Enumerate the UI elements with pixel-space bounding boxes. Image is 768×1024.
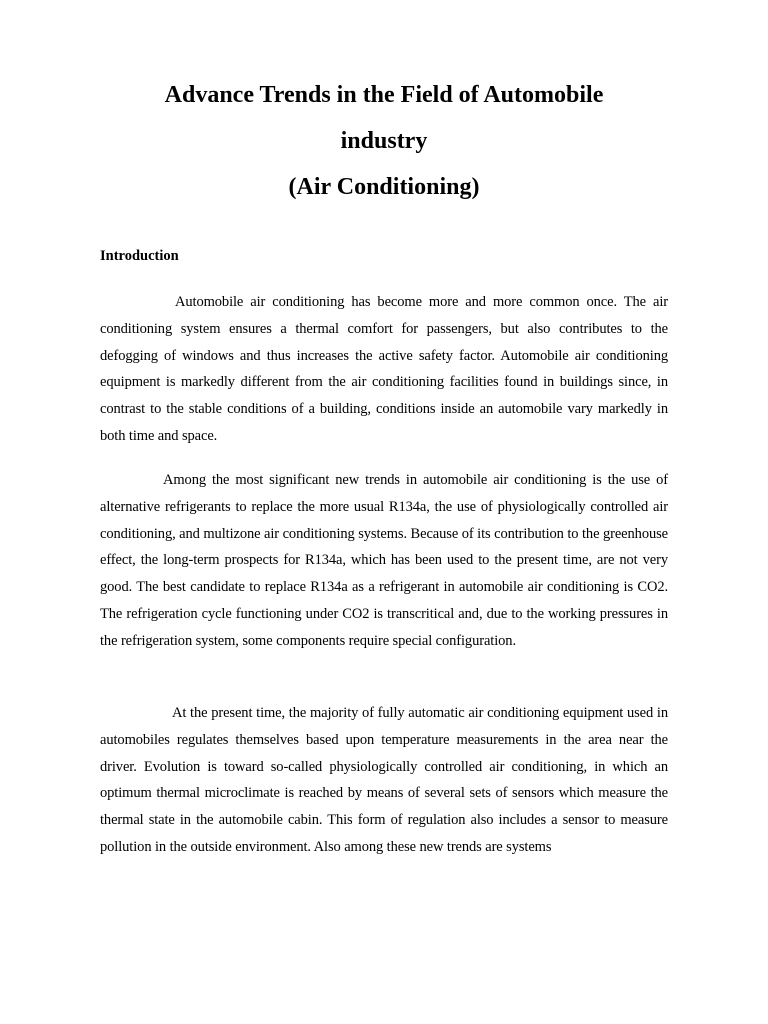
introduction-paragraph-2: Among the most significant new trends in automobile air conditioning is the use of alternative refrigerants to replace the more usual R134a, the use of physiologically controlled air conditioning, and multizone air conditioning systems. Because of its contribution to the greenhouse effect, the long-term prospects for R134a, which has been used to the present time, are not very good. The best candidate to replace R134a as a refrigerant in automobile air conditioning is CO2. The refrigeration cycle functioning under CO2 is transcritical and, due to the working pressures in the refrigeration system, some components require special configuration. — [100, 472, 668, 649]
title-line-1: Advance Trends in the Field of Automobile — [164, 82, 604, 108]
introduction-paragraph-3: At the present time, the majority of fully automatic air conditioning equipment used in automobiles regulates themselves based upon temperature measurements in the area near the driver. Evolution is toward so-called physiologically controlled air conditioning, in which an optimum thermal microclimate is reached by means of several sets of sensors which measure the thermal state in the automobile cabin. This form of regulation also includes a sensor to measure pollution in the outside environment. Also among these new trends are systems — [100, 705, 668, 855]
title-line-3: (Air Conditioning) — [288, 174, 480, 200]
introduction-heading: Introduction — [100, 248, 179, 264]
title-line-2: industry — [340, 128, 428, 154]
document-title — [0, 72, 768, 210]
introduction-paragraph-1: Automobile air conditioning has become more and more common once. The air conditioning system ensures a thermal comfort for passengers, but also contributes to the defogging of windows and thus increases the active safety factor. Automobile air conditioning equipment is markedly different from the air conditioning facilities found in buildings since, in contrast to the stable conditions of a building, conditions inside an automobile vary markedly in both time and space. — [100, 294, 668, 444]
